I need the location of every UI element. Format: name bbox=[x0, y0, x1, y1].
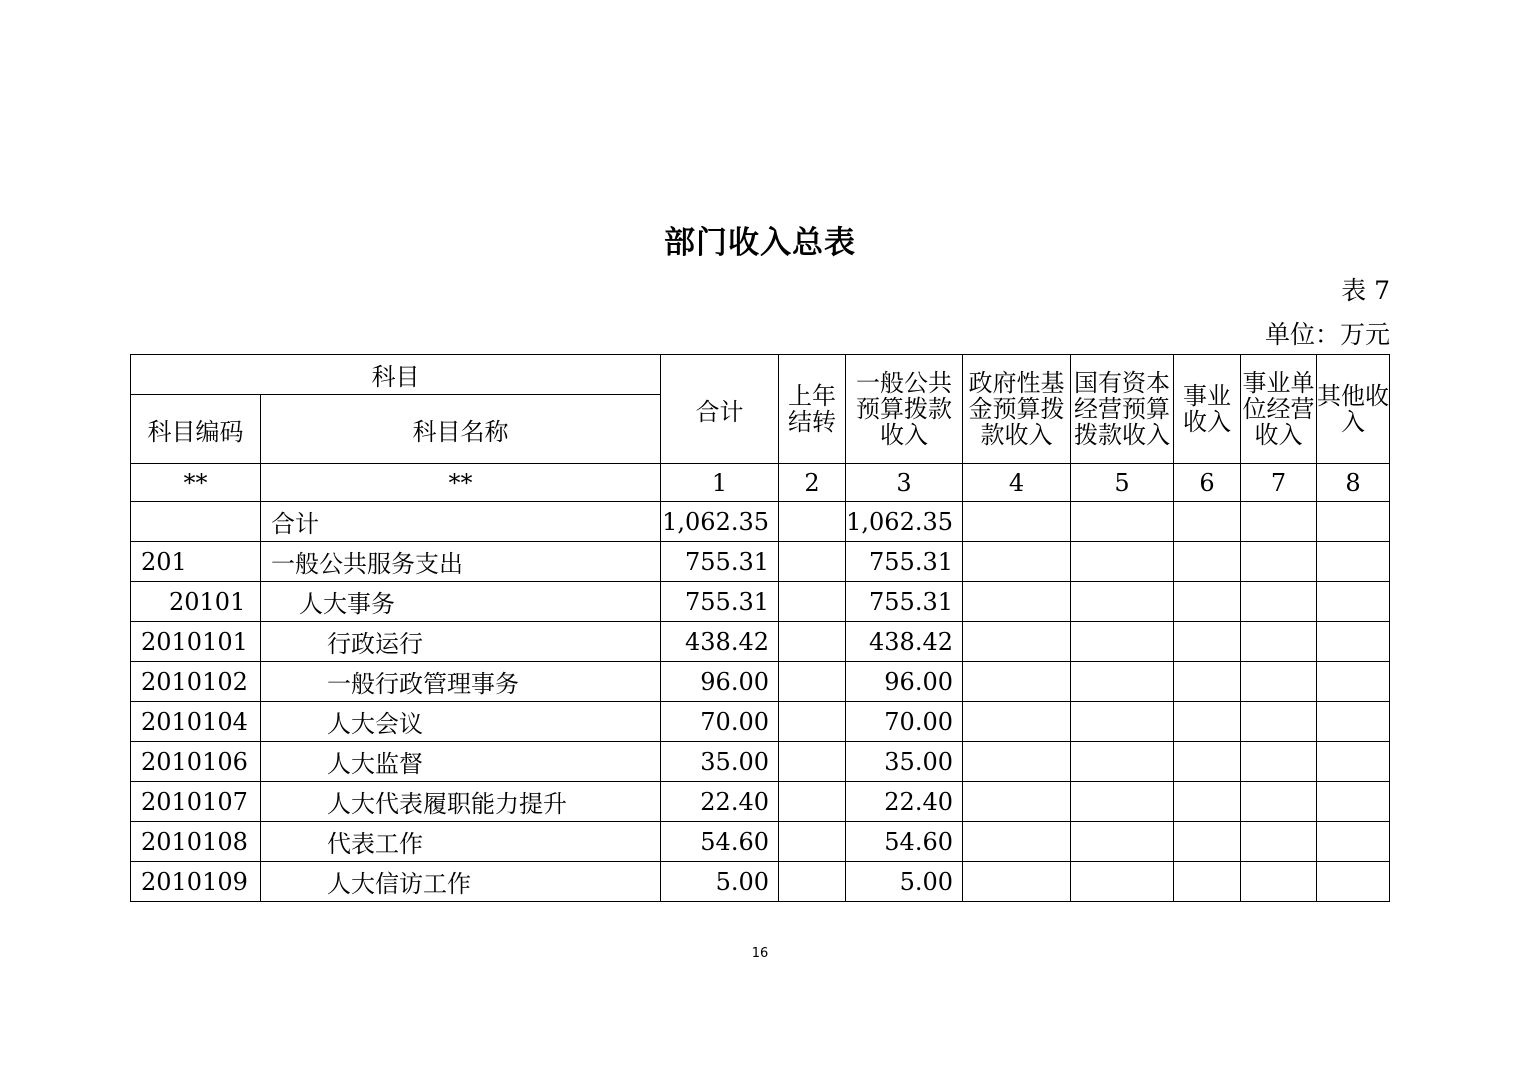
index-cell: 7 bbox=[1241, 464, 1317, 502]
row-state-capital bbox=[1071, 622, 1174, 662]
index-cell: 1 bbox=[661, 464, 779, 502]
header-general-budget: 一般公共预算拨款收入 bbox=[846, 355, 963, 464]
index-cell: ** bbox=[261, 464, 661, 502]
row-code bbox=[131, 502, 261, 542]
row-code: 2010106 bbox=[131, 742, 261, 782]
header-state-capital: 国有资本经营预算拨款收入 bbox=[1071, 355, 1174, 464]
table-row bbox=[131, 742, 1390, 782]
income-table bbox=[130, 354, 1390, 902]
row-general: 755.31 bbox=[846, 542, 963, 582]
header-total: 合计 bbox=[661, 355, 779, 464]
header-gov-fund: 政府性基金预算拨款收入 bbox=[963, 355, 1071, 464]
header-row-1 bbox=[131, 355, 1390, 395]
table-row bbox=[131, 582, 1390, 622]
row-other bbox=[1317, 502, 1390, 542]
row-business bbox=[1174, 662, 1241, 702]
row-gov-fund bbox=[963, 702, 1071, 742]
row-gov-fund bbox=[963, 662, 1071, 702]
row-general: 96.00 bbox=[846, 662, 963, 702]
row-name: 一般行政管理事务 bbox=[261, 662, 661, 702]
index-cell: 4 bbox=[963, 464, 1071, 502]
row-unit-op bbox=[1241, 622, 1317, 662]
row-general: 755.31 bbox=[846, 582, 963, 622]
row-total: 54.60 bbox=[661, 822, 779, 862]
row-carryover bbox=[779, 782, 846, 822]
header-subject: 科目 bbox=[131, 355, 661, 395]
row-business bbox=[1174, 862, 1241, 902]
row-unit-op bbox=[1241, 782, 1317, 822]
row-name: 一般公共服务支出 bbox=[261, 542, 661, 582]
header-unit-operation: 事业单位经营收入 bbox=[1241, 355, 1317, 464]
row-gov-fund bbox=[963, 582, 1071, 622]
index-cell: 6 bbox=[1174, 464, 1241, 502]
index-cell: 5 bbox=[1071, 464, 1174, 502]
row-carryover bbox=[779, 862, 846, 902]
row-state-capital bbox=[1071, 702, 1174, 742]
row-general: 22.40 bbox=[846, 782, 963, 822]
row-carryover bbox=[779, 702, 846, 742]
row-unit-op bbox=[1241, 822, 1317, 862]
index-cell: 2 bbox=[779, 464, 846, 502]
row-code: 2010108 bbox=[131, 822, 261, 862]
row-unit-op bbox=[1241, 542, 1317, 582]
row-total: 35.00 bbox=[661, 742, 779, 782]
row-general: 35.00 bbox=[846, 742, 963, 782]
index-cell: ** bbox=[131, 464, 261, 502]
table-row bbox=[131, 702, 1390, 742]
index-row bbox=[131, 464, 1390, 502]
row-carryover bbox=[779, 662, 846, 702]
row-gov-fund bbox=[963, 502, 1071, 542]
row-gov-fund bbox=[963, 862, 1071, 902]
row-general: 438.42 bbox=[846, 622, 963, 662]
row-name: 代表工作 bbox=[261, 822, 661, 862]
row-unit-op bbox=[1241, 582, 1317, 622]
row-code: 2010109 bbox=[131, 862, 261, 902]
row-code: 2010104 bbox=[131, 702, 261, 742]
row-name: 人大信访工作 bbox=[261, 862, 661, 902]
row-business bbox=[1174, 542, 1241, 582]
row-gov-fund bbox=[963, 822, 1071, 862]
page-number: 16 bbox=[751, 946, 769, 961]
row-business bbox=[1174, 622, 1241, 662]
row-total: 70.00 bbox=[661, 702, 779, 742]
row-state-capital bbox=[1071, 822, 1174, 862]
row-state-capital bbox=[1071, 542, 1174, 582]
row-other bbox=[1317, 662, 1390, 702]
table-row bbox=[131, 862, 1390, 902]
row-state-capital bbox=[1071, 582, 1174, 622]
row-carryover bbox=[779, 582, 846, 622]
table-row bbox=[131, 662, 1390, 702]
table-row bbox=[131, 822, 1390, 862]
row-name: 行政运行 bbox=[261, 622, 661, 662]
row-gov-fund bbox=[963, 742, 1071, 782]
row-name: 合计 bbox=[261, 502, 661, 542]
row-other bbox=[1317, 582, 1390, 622]
row-carryover bbox=[779, 822, 846, 862]
row-business bbox=[1174, 582, 1241, 622]
row-gov-fund bbox=[963, 542, 1071, 582]
row-general: 54.60 bbox=[846, 822, 963, 862]
row-general: 5.00 bbox=[846, 862, 963, 902]
row-total: 96.00 bbox=[661, 662, 779, 702]
row-name: 人大会议 bbox=[261, 702, 661, 742]
row-general: 1,062.35 bbox=[846, 502, 963, 542]
header-subject-code: 科目编码 bbox=[131, 395, 261, 464]
row-total: 438.42 bbox=[661, 622, 779, 662]
row-business bbox=[1174, 702, 1241, 742]
row-unit-op bbox=[1241, 862, 1317, 902]
row-code: 20101 bbox=[131, 582, 261, 622]
row-total: 22.40 bbox=[661, 782, 779, 822]
row-business bbox=[1174, 742, 1241, 782]
row-general: 70.00 bbox=[846, 702, 963, 742]
table-row bbox=[131, 502, 1390, 542]
row-unit-op bbox=[1241, 662, 1317, 702]
row-state-capital bbox=[1071, 782, 1174, 822]
row-state-capital bbox=[1071, 662, 1174, 702]
table-row bbox=[131, 542, 1390, 582]
row-other bbox=[1317, 742, 1390, 782]
row-other bbox=[1317, 542, 1390, 582]
row-other bbox=[1317, 822, 1390, 862]
index-cell: 3 bbox=[846, 464, 963, 502]
row-gov-fund bbox=[963, 782, 1071, 822]
row-total: 755.31 bbox=[661, 582, 779, 622]
header-subject-name: 科目名称 bbox=[261, 395, 661, 464]
header-other-income: 其他收入 bbox=[1317, 355, 1390, 464]
row-unit-op bbox=[1241, 742, 1317, 782]
row-total: 755.31 bbox=[661, 542, 779, 582]
row-business bbox=[1174, 822, 1241, 862]
row-carryover bbox=[779, 502, 846, 542]
row-other bbox=[1317, 862, 1390, 902]
page-title: 部门收入总表 bbox=[664, 225, 856, 261]
row-gov-fund bbox=[963, 622, 1071, 662]
row-business bbox=[1174, 502, 1241, 542]
row-state-capital bbox=[1071, 742, 1174, 782]
table-row bbox=[131, 622, 1390, 662]
row-name: 人大事务 bbox=[261, 582, 661, 622]
row-carryover bbox=[779, 622, 846, 662]
table-number: 表 7 bbox=[1341, 276, 1390, 305]
index-cell: 8 bbox=[1317, 464, 1390, 502]
row-state-capital bbox=[1071, 862, 1174, 902]
row-other bbox=[1317, 782, 1390, 822]
row-code: 2010101 bbox=[131, 622, 261, 662]
row-name: 人大代表履职能力提升 bbox=[261, 782, 661, 822]
row-carryover bbox=[779, 742, 846, 782]
row-carryover bbox=[779, 542, 846, 582]
row-code: 2010107 bbox=[131, 782, 261, 822]
row-code: 2010102 bbox=[131, 662, 261, 702]
row-total: 1,062.35 bbox=[661, 502, 779, 542]
row-unit-op bbox=[1241, 502, 1317, 542]
row-other bbox=[1317, 702, 1390, 742]
header-carryover: 上年结转 bbox=[779, 355, 846, 464]
table-row bbox=[131, 782, 1390, 822]
row-total: 5.00 bbox=[661, 862, 779, 902]
row-unit-op bbox=[1241, 702, 1317, 742]
row-name: 人大监督 bbox=[261, 742, 661, 782]
row-other bbox=[1317, 622, 1390, 662]
row-business bbox=[1174, 782, 1241, 822]
row-code: 201 bbox=[131, 542, 261, 582]
header-business-income: 事业收入 bbox=[1174, 355, 1241, 464]
unit-label: 单位：万元 bbox=[1264, 320, 1390, 349]
row-state-capital bbox=[1071, 502, 1174, 542]
